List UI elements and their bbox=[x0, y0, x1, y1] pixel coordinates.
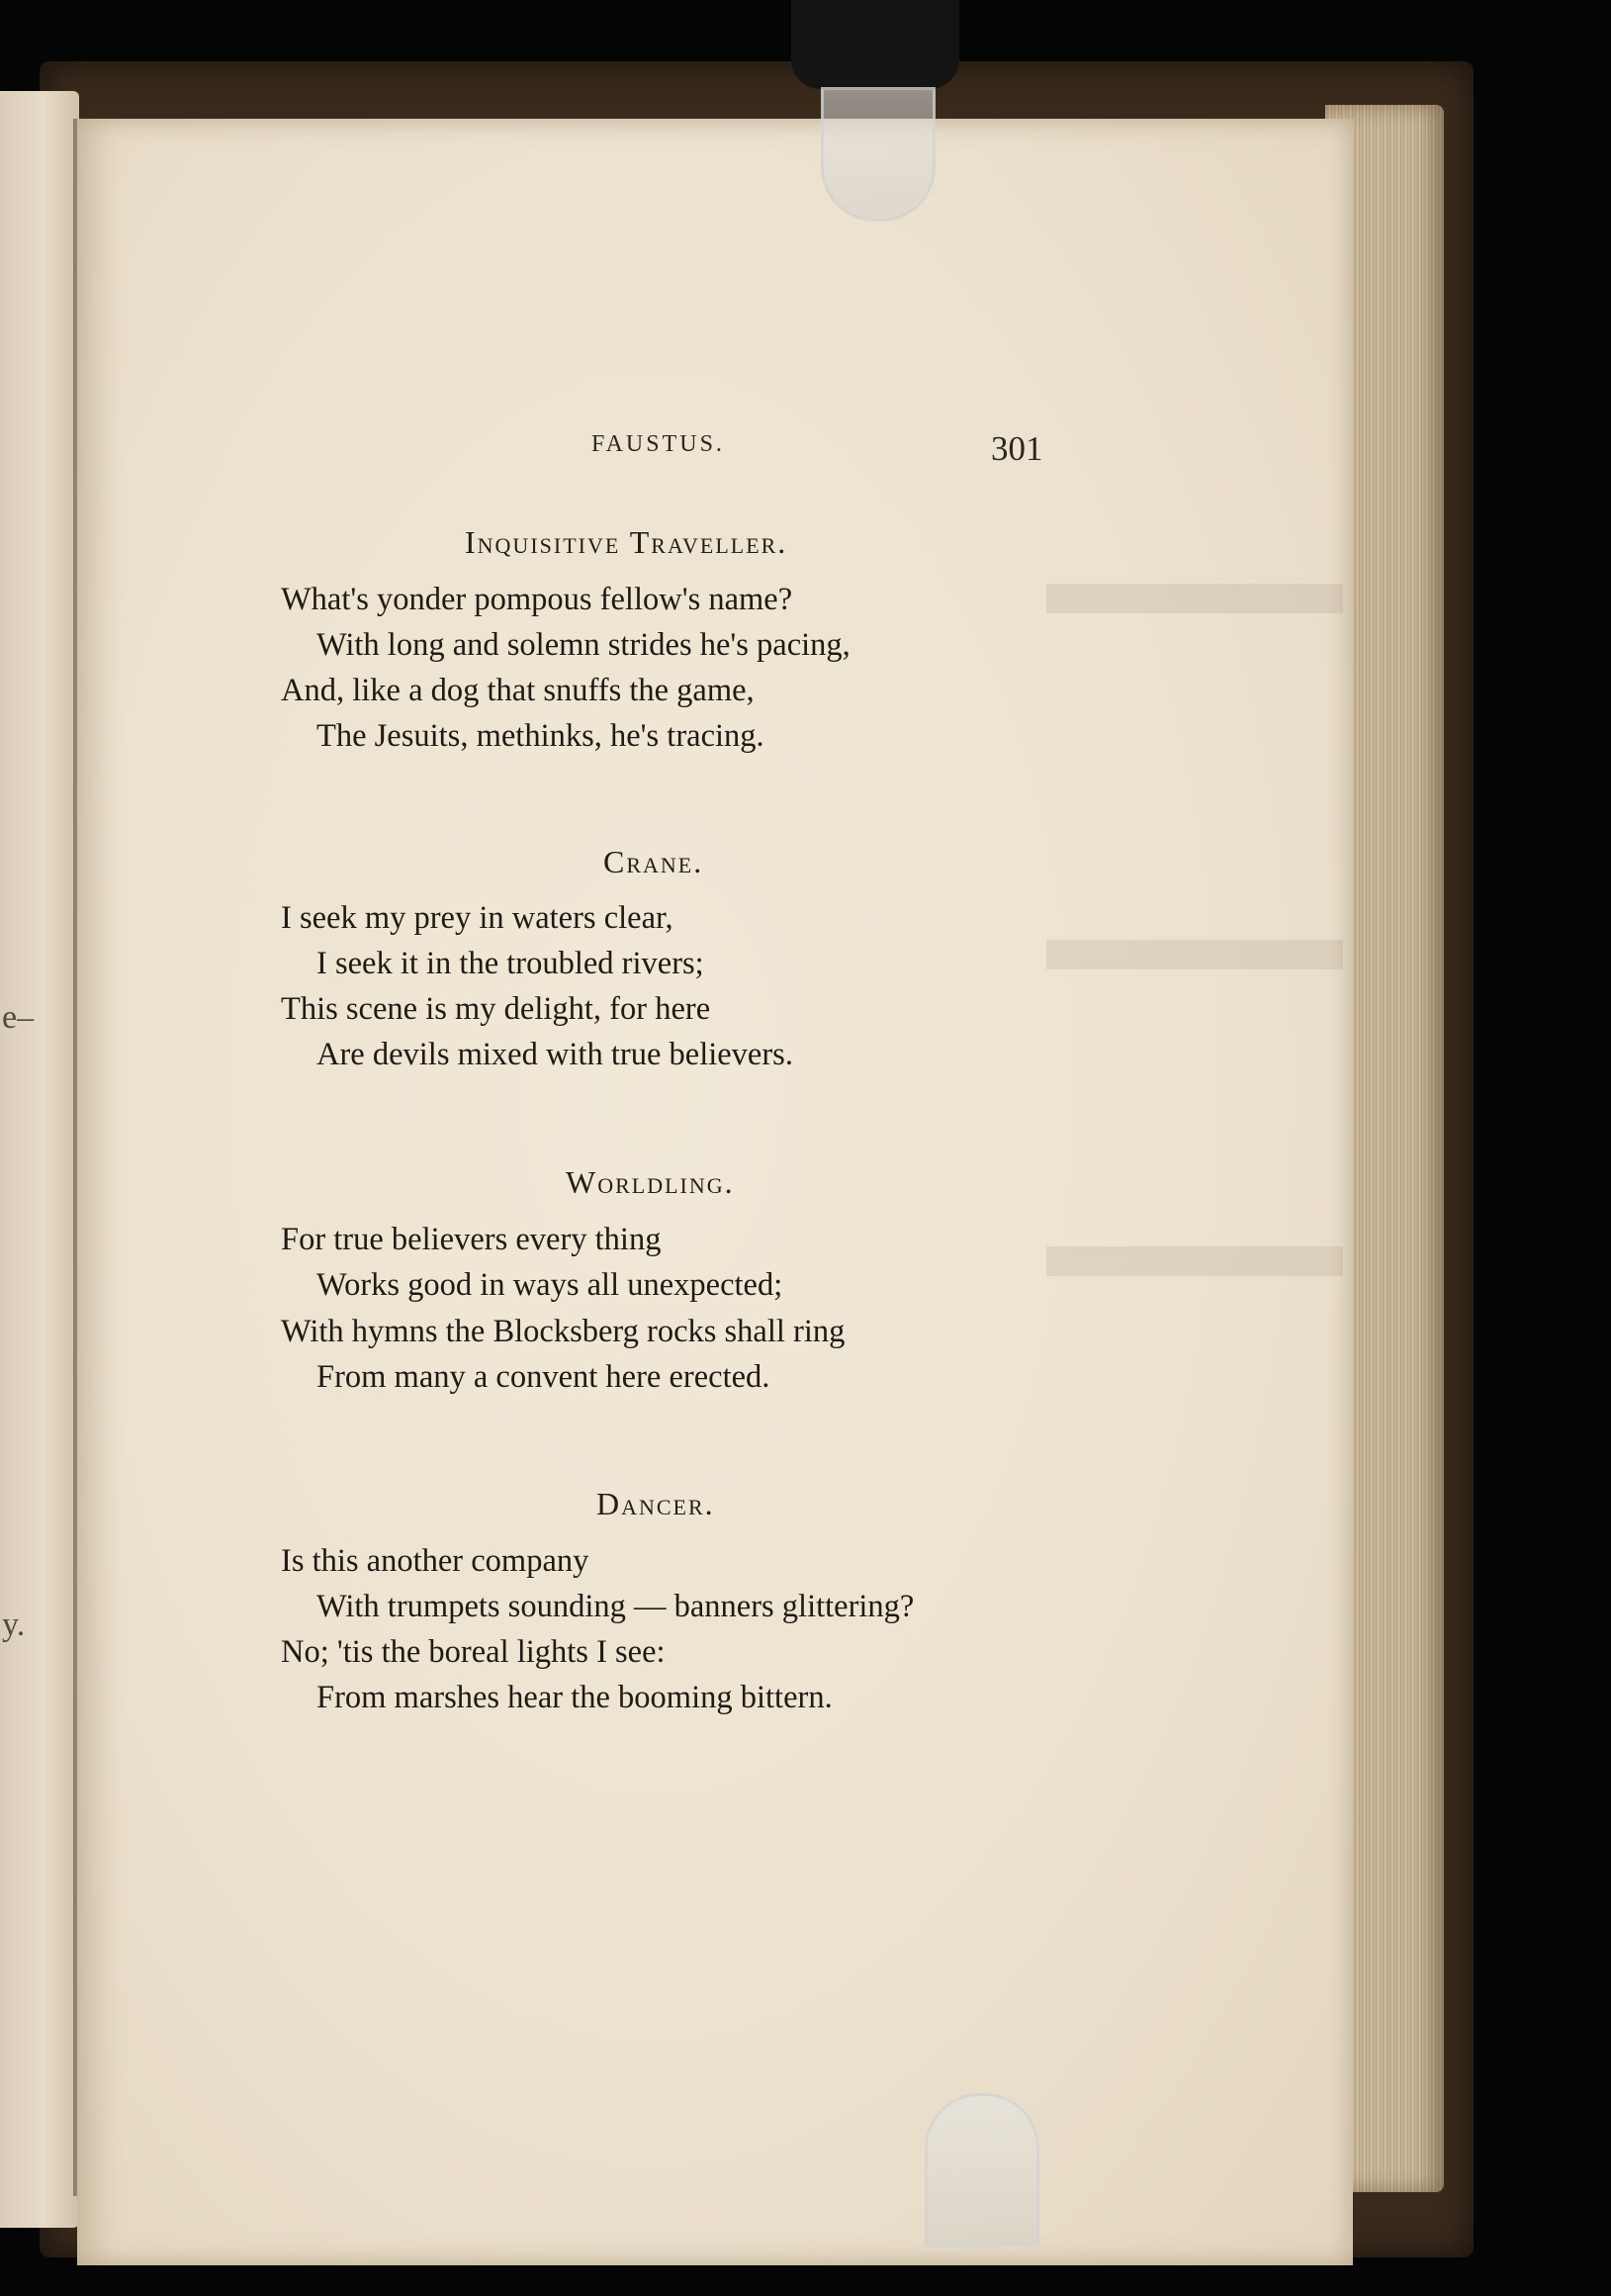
verse-line: No; 'tis the boreal lights I see: bbox=[281, 1634, 666, 1670]
page-clip-top bbox=[821, 87, 936, 222]
verse-line: What's yonder pompous fellow's name? bbox=[281, 582, 793, 617]
verse-line: Is this another company bbox=[281, 1543, 589, 1579]
clip-arm bbox=[791, 0, 959, 89]
speaker-name: Inquisitive Traveller. bbox=[465, 524, 788, 560]
verse-line: I seek my prey in waters clear, bbox=[281, 900, 673, 936]
speaker-name: Crane. bbox=[603, 844, 704, 879]
verse-line: I seek it in the troubled rivers; bbox=[316, 946, 704, 981]
verse-line: The Jesuits, methinks, he's tracing. bbox=[316, 718, 764, 754]
page-clip-bottom bbox=[925, 2093, 1039, 2248]
verse-line: With hymns the Blocksberg rocks shall ring bbox=[281, 1314, 846, 1349]
verse-line: For true believers every thing bbox=[281, 1222, 662, 1257]
show-through bbox=[1046, 940, 1343, 969]
verse-line: This scene is my delight, for here bbox=[281, 991, 711, 1027]
verse-line: With long and solemn strides he's pacing, bbox=[316, 627, 850, 663]
verse-line: Works good in ways all unexpected; bbox=[316, 1267, 783, 1303]
speaker-name: Worldling. bbox=[566, 1164, 735, 1200]
verse-line: From marshes hear the booming bittern. bbox=[316, 1680, 833, 1715]
verse-line: And, like a dog that snuffs the game, bbox=[281, 673, 755, 708]
show-through bbox=[1046, 584, 1343, 613]
verse-line: From many a convent here erected. bbox=[316, 1359, 770, 1395]
verse-line: With trumpets sounding — banners glittering? bbox=[316, 1589, 915, 1624]
speaker-name: Dancer. bbox=[596, 1486, 715, 1521]
page-number: 301 bbox=[991, 429, 1043, 468]
running-head: FAUSTUS. bbox=[591, 431, 725, 457]
show-through bbox=[1046, 1246, 1343, 1276]
previous-page-edge bbox=[0, 91, 79, 2228]
previous-page-fragment: y. bbox=[2, 1607, 26, 1643]
verse-line: Are devils mixed with true believers. bbox=[316, 1037, 793, 1072]
previous-page-fragment: e– bbox=[2, 999, 35, 1036]
